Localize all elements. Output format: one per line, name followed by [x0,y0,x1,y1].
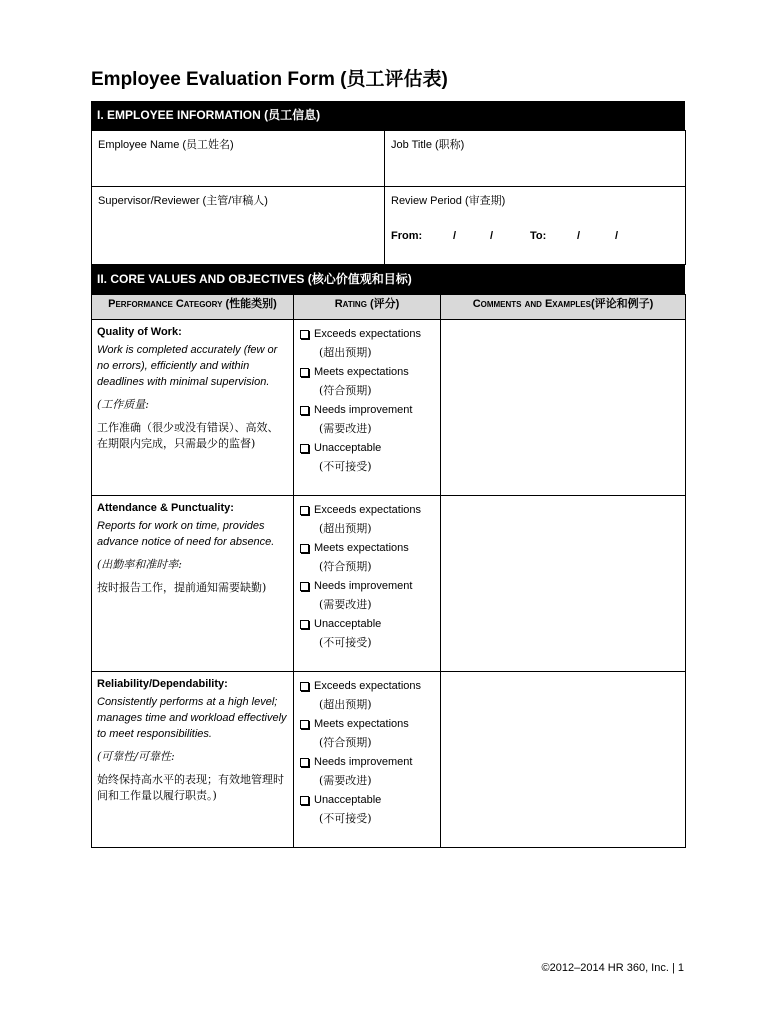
rating-option-cn-label: (需要改进) [319,598,372,611]
rating-option-label: Needs improvement [314,580,413,592]
rating-option-cn-label: (符合预期) [319,560,372,573]
rating-option[interactable] [300,540,436,556]
category-cn-title: (工作质量: [97,398,149,411]
section-employee-info-header: I. EMPLOYEE INFORMATION (员工信息) [91,101,685,130]
category-row [92,496,686,672]
rating-option-label: Unacceptable [314,618,382,630]
rating-option-cn-label: (不可接受) [319,636,372,649]
supervisor-field[interactable] [92,187,385,265]
employee-info-table [91,130,686,265]
rating-option[interactable] [300,678,436,694]
category-description: Work is completed accurately (few or no errors), efficiently and within deadlines with minimal supervision. [97,344,278,388]
rating-option-label: Exceeds expectations [314,504,422,516]
rating-option[interactable] [300,402,436,418]
rating-option[interactable] [300,716,436,732]
rating-option-label: Unacceptable [314,442,382,454]
col-comments-header: Comments and Examples(评论和例子) [441,295,686,320]
employee-name-label: Employee Name (员工姓名) [98,139,234,151]
rating-option-cn-label: (超出预期) [319,346,372,359]
category-description: Reports for work on time, provides advance notice of need for absence. [97,520,275,548]
page-footer: ©2012–2014 HR 360, Inc. | 1 [541,962,684,974]
comments-field[interactable] [441,496,686,672]
rating-cell [294,320,441,496]
from-label: From: [391,230,423,242]
rating-option-cn-label: (符合预期) [319,384,372,397]
rating-option-cn-label: (不可接受) [319,812,372,825]
category-cell [92,320,294,496]
category-cn-title: (可靠性/可靠性: [97,750,175,763]
review-period-dates [391,230,679,242]
rating-cell [294,672,441,848]
rating-option[interactable] [300,616,436,632]
employee-name-field[interactable] [92,131,385,187]
checkbox-icon[interactable] [300,406,309,415]
rating-option-cn-label: (需要改进) [319,774,372,787]
checkbox-icon[interactable] [300,758,309,767]
checkbox-icon[interactable] [300,368,309,377]
core-values-table [91,294,686,848]
rating-option-cn-label: (符合预期) [319,736,372,749]
checkbox-icon[interactable] [300,620,309,629]
checkbox-icon[interactable] [300,330,309,339]
review-period-label: Review Period (审查期) [391,195,506,207]
comments-field[interactable] [441,320,686,496]
rating-option[interactable] [300,326,436,342]
from-slash-1: / [453,230,457,242]
checkbox-icon[interactable] [300,444,309,453]
rating-option-cn-label: (需要改进) [319,422,372,435]
checkbox-icon[interactable] [300,506,309,515]
rating-option-label: Needs improvement [314,404,413,416]
rating-option[interactable] [300,578,436,594]
rating-option-cn-label: (不可接受) [319,460,372,473]
category-cn-description: 工作准确（很少或没有错误）、高效、在期限内完成，只需最少的监督) [97,421,279,450]
checkbox-icon[interactable] [300,720,309,729]
category-cell [92,496,294,672]
checkbox-icon[interactable] [300,544,309,553]
rating-option[interactable] [300,502,436,518]
category-cn-description: 始终保持高水平的表现；有效地管理时间和工作量以履行职责。) [97,773,284,802]
category-cn-description: 按时报告工作，提前通知需要缺勤) [97,581,267,594]
page-title: Employee Evaluation Form (员工评估表) [91,69,448,90]
to-label: To: [530,230,547,242]
comments-field[interactable] [441,672,686,848]
rating-option-label: Needs improvement [314,756,413,768]
rating-option[interactable] [300,754,436,770]
rating-option-label: Exceeds expectations [314,680,422,692]
rating-cell [294,496,441,672]
category-row [92,672,686,848]
col-rating-header: Rating (评分) [294,295,441,320]
rating-option-label: Exceeds expectations [314,328,422,340]
rating-option[interactable] [300,440,436,456]
rating-option-label: Meets expectations [314,366,409,378]
rating-option-label: Unacceptable [314,794,382,806]
category-cn-title: (出勤率和准时率: [97,558,182,571]
supervisor-label: Supervisor/Reviewer (主管/审稿人) [98,195,268,207]
rating-option-cn-label: (超出预期) [319,522,372,535]
to-slash-1: / [577,230,581,242]
job-title-field[interactable] [385,131,686,187]
checkbox-icon[interactable] [300,582,309,591]
category-description: Consistently performs at a high level; manages time and workload effectively to meet responsibilities. [97,696,287,740]
category-cell [92,672,294,848]
rating-option[interactable] [300,792,436,808]
checkbox-icon[interactable] [300,682,309,691]
rating-option-label: Meets expectations [314,718,409,730]
evaluation-form [91,101,685,848]
section-core-values-header: II. CORE VALUES AND OBJECTIVES (核心价值观和目标) [91,265,685,294]
col-category-header: Performance Category (性能类别) [92,295,294,320]
category-title: Quality of Work: [97,326,182,338]
review-period-field[interactable] [385,187,686,265]
to-slash-2: / [615,230,619,242]
category-title: Attendance & Punctuality: [97,502,234,514]
rating-option-cn-label: (超出预期) [319,698,372,711]
job-title-label: Job Title (职称) [391,139,465,151]
checkbox-icon[interactable] [300,796,309,805]
category-row [92,320,686,496]
rating-option-label: Meets expectations [314,542,409,554]
category-title: Reliability/Dependability: [97,678,228,690]
rating-option[interactable] [300,364,436,380]
from-slash-2: / [490,230,494,242]
